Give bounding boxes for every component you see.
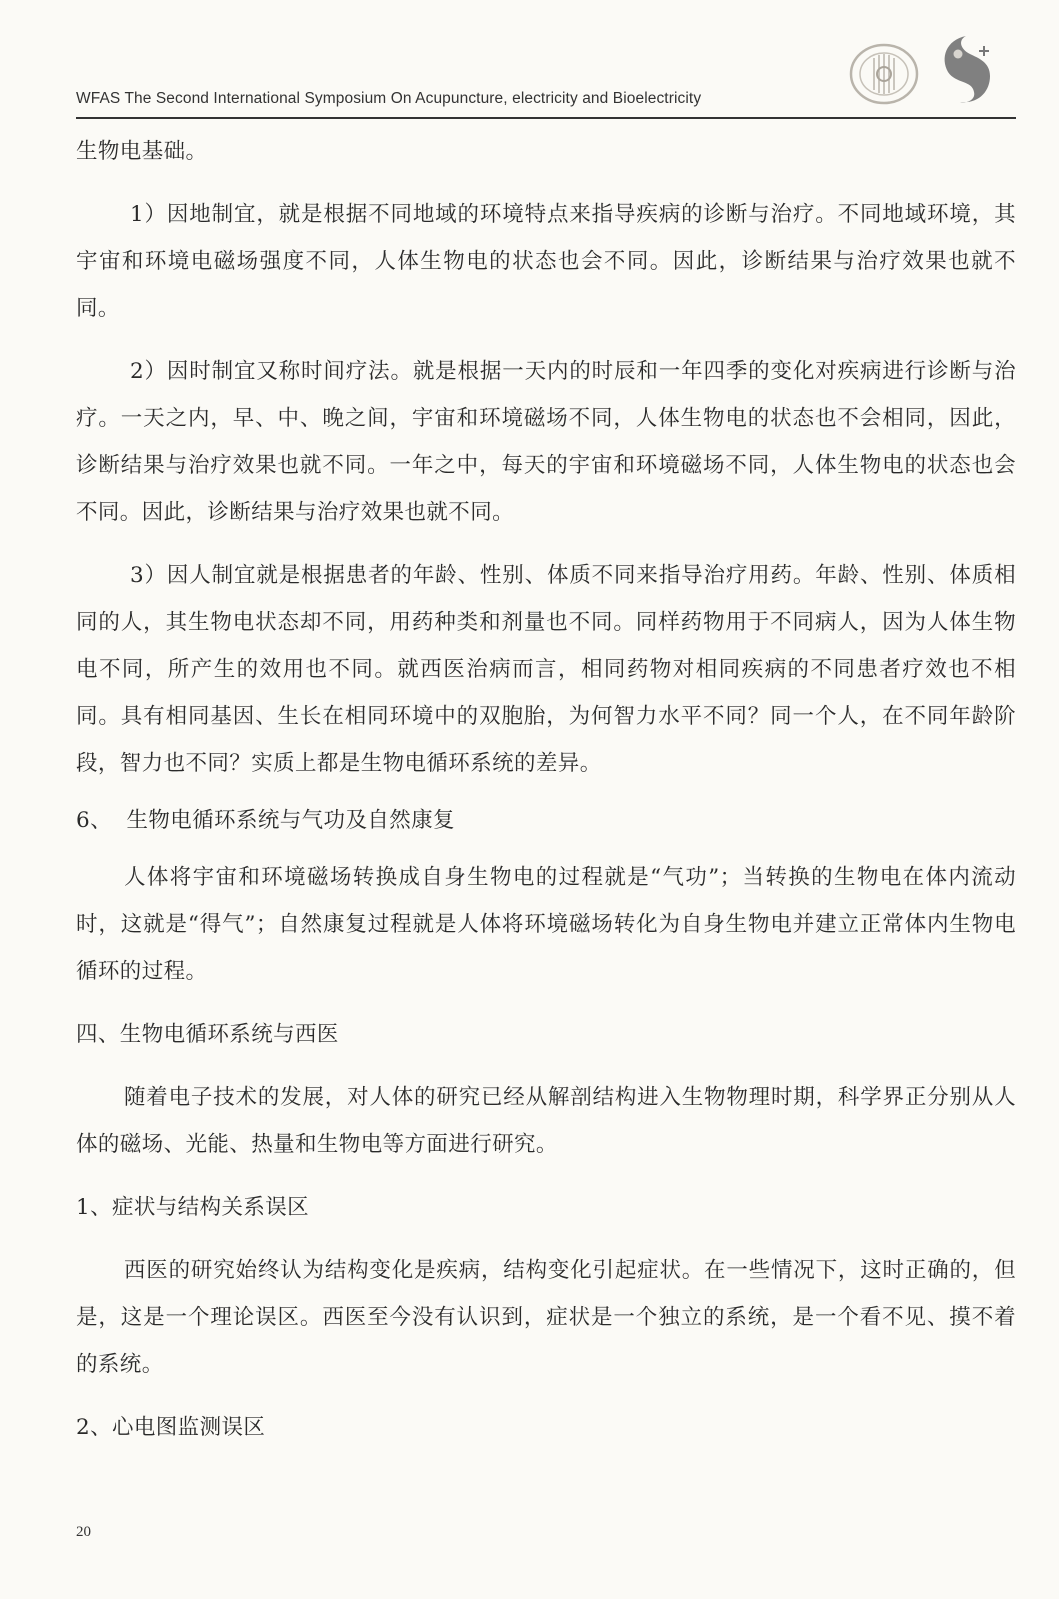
running-header: WFAS The Second International Symposium On Acupuncture, electricity and Bioelectricity	[76, 90, 702, 107]
page-body	[76, 128, 1016, 1451]
paragraph-6: 西医的研究始终认为结构变化是疾病，结构变化引起症状。在一些情况下，这时正确的，但是，这是一个理论误区。西医至今没有认识到，症状是一个独立的系统，是一个看不见、摸不着的系统。	[76, 1258, 1016, 1377]
paragraph-5: 随着电子技术的发展，对人体的研究已经从解剖结构进入生物物理时期，科学界正分别从人体的磁场、光能、热量和生物电等方面进行研究。	[76, 1085, 1016, 1157]
section-heading-6: 6、 生物电循环系统与气功及自然康复	[76, 808, 455, 833]
subheading-1: 1、症状与结构关系误区	[76, 1195, 310, 1220]
paragraph-2: 2）因时制宜又称时间疗法。就是根据一天内的时辰和一年四季的变化对疾病进行诊断与治疗。一天之内，早、中、晚之间，宇宙和环境磁场不同，人体生物电的状态也不会相同，因此，诊断结果与治疗效果也就不同。一年之中，每天的宇宙和环境磁场不同，人体生物电的状态也会不同。因此，诊断结果与治疗效果也就不同。	[76, 359, 1016, 525]
section-heading-four: 四、生物电循环系统与西医	[76, 1022, 339, 1047]
paragraph-4: 人体将宇宙和环境磁场转换成自身生物电的过程就是“气功”；当转换的生物电在体内流动时，这就是“得气”；自然康复过程就是人体将环境磁场转化为自身生物电并建立正常体内生物电循环的过程。	[76, 865, 1016, 984]
subheading-2: 2、心电图监测误区	[76, 1415, 266, 1440]
paragraph-3: 3）因人制宜就是根据患者的年龄、性别、体质不同来指导治疗用药。年龄、性别、体质相同的人，其生物电状态却不同，用药种类和剂量也不同。同样药物用于不同病人，因为人体生物电不同，所产生的效用也不同。就西医治病而言，相同药物对相同疾病的不同患者疗效也不相同。具有相同基因、生长在相同环境中的双胞胎，为何智力水平不同？同一个人，在不同年龄阶段，智力也不同？实质上都是生物电循环系统的差异。	[76, 563, 1016, 776]
intro-line: 生物电基础。	[76, 139, 208, 164]
wfas-seal-icon	[848, 42, 920, 106]
page-number: 20	[76, 1524, 91, 1540]
header-divider	[76, 117, 1016, 119]
taiji-logo-icon	[936, 32, 994, 104]
paragraph-1: 1）因地制宜，就是根据不同地域的环境特点来指导疾病的诊断与治疗。不同地域环境，其宇宙和环境电磁场强度不同，人体生物电的状态也会不同。因此，诊断结果与治疗效果也就不同。	[76, 202, 1016, 321]
